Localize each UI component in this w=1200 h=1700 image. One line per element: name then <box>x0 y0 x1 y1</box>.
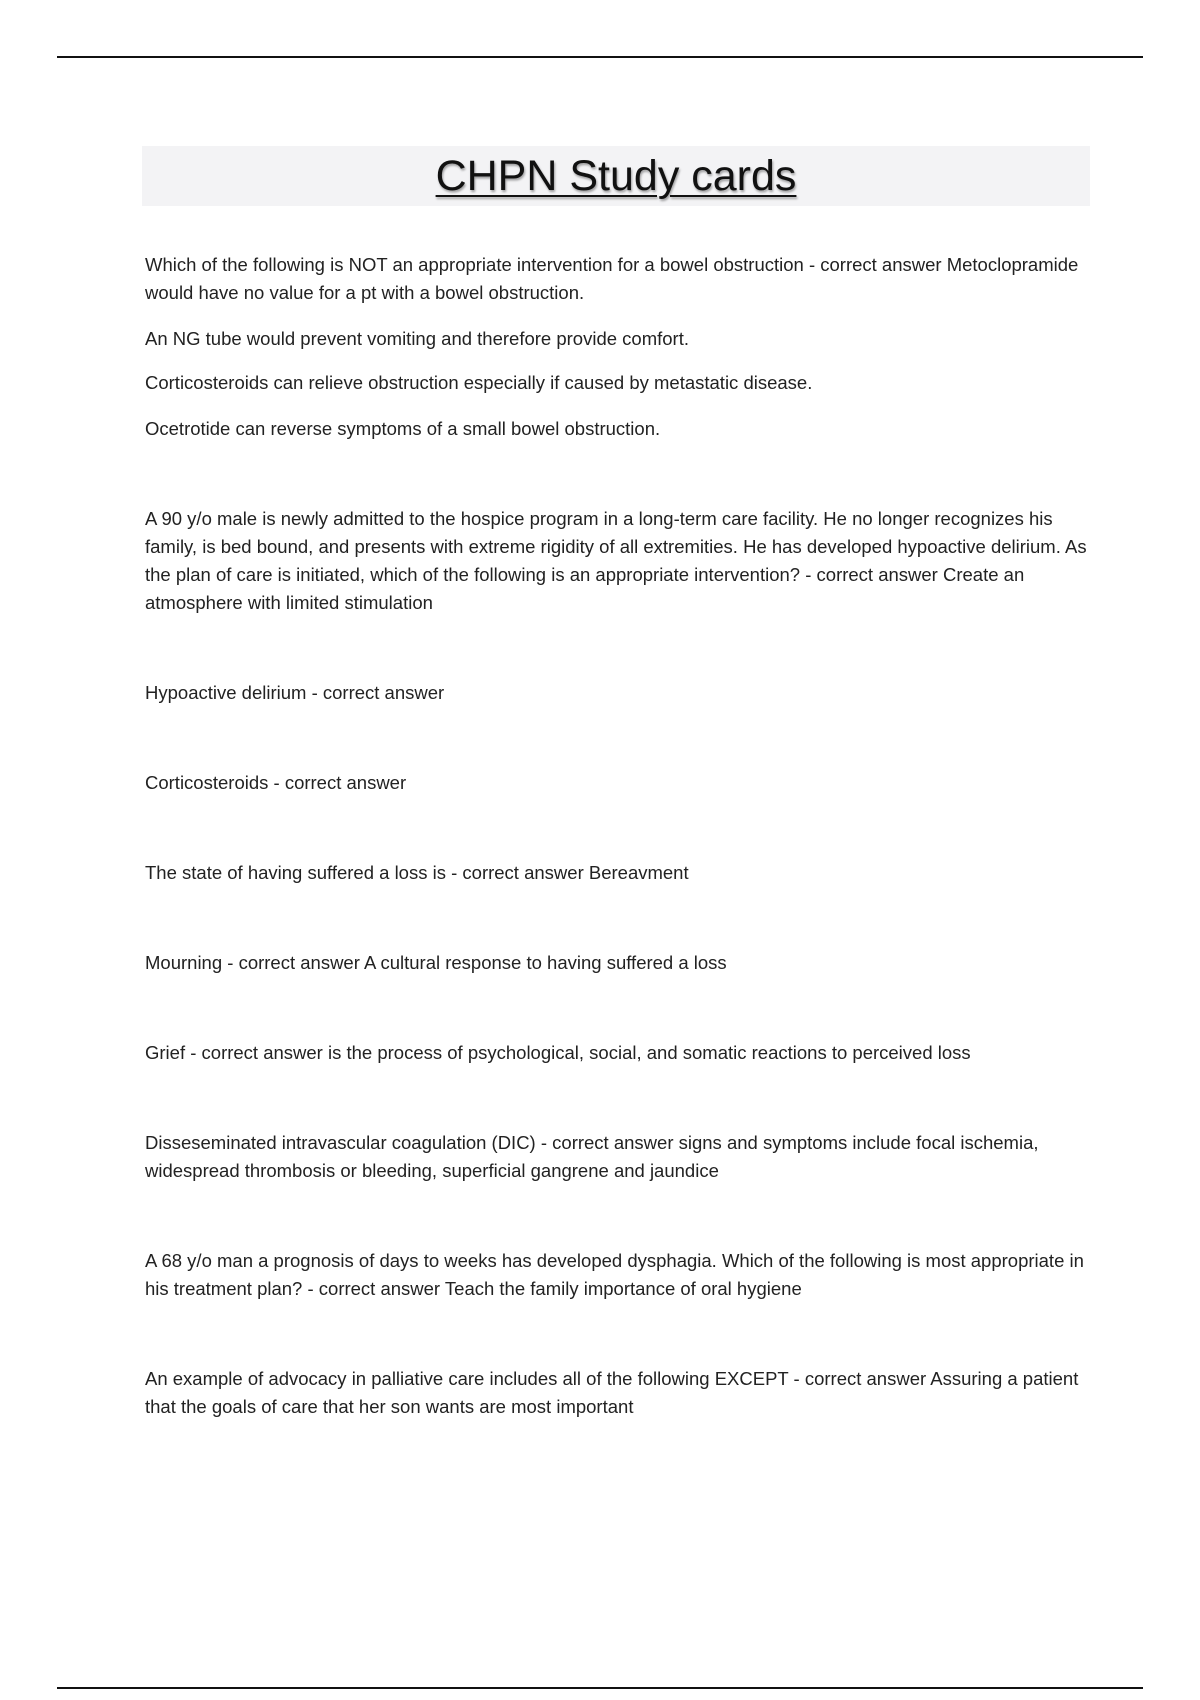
card-text: A 68 y/o man a prognosis of days to weeks has developed dysphagia. Which of the following is most appropriate in his treatment plan? - correct answer Teach the family importance of oral hygiene <box>145 1250 1084 1299</box>
card-text: Corticosteroids can relieve obstruction especially if caused by metastatic disease. <box>145 372 813 393</box>
study-card-list <box>145 251 1095 1421</box>
card-text: Which of the following is NOT an appropriate intervention for a bowel obstruction - correct answer Metoclopramide would have no value for a pt with a bowel obstruction. <box>145 254 1079 303</box>
card-text: Corticosteroids - correct answer <box>145 772 407 793</box>
bottom-rule <box>57 1687 1143 1689</box>
card-text: An example of advocacy in palliative care includes all of the following EXCEPT - correct answer Assuring a patient that the goals of care that her son wants are most important <box>145 1368 1079 1417</box>
card-text: Disseseminated intravascular coagulation (DIC) - correct answer signs and symptoms include focal ischemia, widespread thrombosis or bleeding, superficial gangrene and jaundice <box>145 1132 1039 1181</box>
card-text: Ocetrotide can reverse symptoms of a small bowel obstruction. <box>145 418 661 439</box>
card-text: An NG tube would prevent vomiting and therefore provide comfort. <box>145 328 689 349</box>
card-text: Grief - correct answer is the process of psychological, social, and somatic reactions to perceived loss <box>145 1042 971 1063</box>
card-text: The state of having suffered a loss is - correct answer Bereavment <box>145 862 689 883</box>
card-text: Hypoactive delirium - correct answer <box>145 682 445 703</box>
card-text: A 90 y/o male is newly admitted to the hospice program in a long-term care facility. He no longer recognizes his family, is bed bound, and presents with extreme rigidity of all extremities. He has developed hypoactive delirium. As the plan of care is initiated, which of the following is an appropriate intervention? - correct answer Create an atmosphere with limited stimulation <box>145 508 1087 613</box>
page-title: CHPN Study cards <box>435 152 797 200</box>
top-rule <box>57 56 1143 58</box>
card-text: Mourning - correct answer A cultural response to having suffered a loss <box>145 952 727 973</box>
